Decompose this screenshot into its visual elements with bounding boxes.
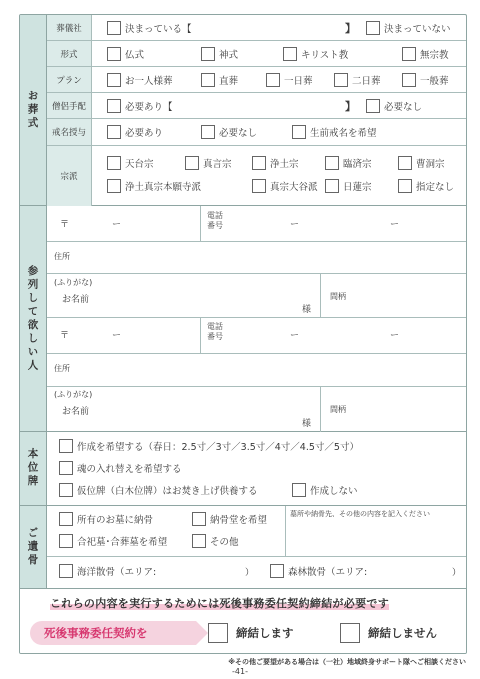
remains-forest-close: ） (452, 568, 462, 578)
attendees-section-label: 参列して欲しい人 (20, 206, 47, 431)
remains-sea-close: ） (245, 568, 255, 578)
ihai-soul-checkbox[interactable] (59, 461, 73, 475)
plan-checkbox[interactable] (402, 73, 416, 87)
phone-label: 電話番号 (207, 211, 223, 230)
sect-checkbox[interactable] (107, 179, 121, 193)
plan-checkbox[interactable] (107, 73, 121, 87)
style-option[interactable] (402, 47, 449, 61)
company-decided-checkbox[interactable] (107, 21, 121, 35)
kaimyo-option-label: 必要あり (125, 128, 164, 139)
remains-columbarium-checkbox[interactable] (192, 512, 206, 526)
company-label: 葬儀社 (47, 15, 92, 40)
sect-checkbox[interactable] (325, 156, 339, 170)
style-option[interactable] (201, 47, 238, 61)
plan-option-label: 一日葬 (284, 76, 313, 87)
sect-option-label: 指定なし (416, 182, 455, 193)
monk-needed-option[interactable] (107, 99, 173, 113)
no-sign-option[interactable] (340, 623, 437, 643)
sect-option-label: 曹洞宗 (416, 159, 445, 170)
style-checkbox[interactable] (283, 47, 297, 61)
name-label: お名前 (62, 407, 90, 417)
kaimyo-label: 戒名授与 (47, 119, 92, 145)
contract-label: 死後事務委任契約を (30, 621, 196, 645)
sect-checkbox[interactable] (185, 156, 199, 170)
furigana-label: (ふりがな) (54, 390, 93, 399)
monk-not-needed-option[interactable] (366, 99, 422, 113)
sect-option[interactable] (325, 179, 372, 193)
plan-option[interactable] (201, 73, 238, 87)
style-option-label: 神式 (219, 50, 239, 61)
phone-dash: ー (390, 331, 400, 341)
remains-note: 墓所や納骨先、その他の内容を記入ください (290, 510, 430, 518)
funeral-section-label: お葬式 (20, 15, 47, 205)
style-option-label: 仏式 (125, 50, 145, 61)
monk-label: 僧侶手配 (47, 93, 92, 118)
remains-shared-option[interactable] (59, 534, 167, 548)
form-frame (19, 14, 467, 654)
postal-dash: ー (112, 220, 122, 230)
sign-label: 締結します (236, 626, 294, 640)
sect-option-label: 天台宗 (125, 159, 154, 170)
address-label: 住所 (54, 252, 70, 261)
postal-mark: 〒 (60, 331, 70, 341)
remains-shared-checkbox[interactable] (59, 534, 73, 548)
sect-option-label: 日蓮宗 (343, 182, 372, 193)
address-label: 住所 (54, 364, 70, 373)
plan-option[interactable] (266, 73, 313, 87)
company-decided-option[interactable] (107, 21, 192, 35)
ihai-no-create-label: 作成しない (310, 486, 358, 497)
sect-option[interactable] (107, 179, 201, 193)
plan-option-label: 直葬 (219, 76, 239, 87)
remains-columbarium-option[interactable] (192, 512, 267, 526)
plan-label: プラン (47, 67, 92, 92)
kaimyo-checkbox[interactable] (201, 125, 215, 139)
page-number: -41- (232, 667, 248, 676)
company-undecided-label: 決まっていない (384, 24, 451, 35)
plan-option[interactable] (107, 73, 173, 87)
sect-option-label: 真宗大谷派 (270, 182, 318, 193)
plan-checkbox[interactable] (334, 73, 348, 87)
sect-option[interactable] (252, 179, 318, 193)
no-sign-checkbox[interactable] (340, 623, 360, 643)
phone-label: 電話番号 (207, 322, 223, 341)
remains-other-checkbox[interactable] (192, 534, 206, 548)
remains-sea-option[interactable] (59, 564, 156, 578)
kaimyo-checkbox[interactable] (292, 125, 306, 139)
ihai-create-option[interactable] (59, 439, 359, 453)
plan-checkbox[interactable] (201, 73, 215, 87)
sect-checkbox[interactable] (325, 179, 339, 193)
monk-bracket-close: 】 (345, 100, 356, 113)
sect-option-label: 真言宗 (203, 159, 232, 170)
monk-not-needed-checkbox[interactable] (366, 99, 380, 113)
kaimyo-option[interactable] (107, 125, 163, 139)
style-option-label: キリスト教 (301, 50, 349, 61)
sect-option-label: 臨済宗 (343, 159, 372, 170)
sect-option[interactable] (252, 156, 299, 170)
sign-checkbox[interactable] (208, 623, 228, 643)
ihai-temporary-option[interactable] (59, 483, 258, 497)
sect-label: 宗派 (47, 146, 92, 206)
company-decided-label: 決まっている【 (125, 24, 192, 35)
sect-option[interactable] (398, 156, 445, 170)
relation-label: 間柄 (330, 405, 346, 414)
kaimyo-option[interactable] (292, 125, 377, 139)
sama-label: 様 (302, 305, 312, 315)
monk-needed-checkbox[interactable] (107, 99, 121, 113)
furigana-label: (ふりがな) (54, 278, 93, 287)
remains-grave-label: 所有のお墓に納骨 (77, 515, 154, 526)
remains-grave-option[interactable] (59, 512, 153, 526)
ihai-soul-option[interactable] (59, 461, 182, 475)
kaimyo-checkbox[interactable] (107, 125, 121, 139)
contract-notice-text: これらの内容を実行するためには死後事務委任契約締結が必要です (50, 597, 389, 610)
phone-dash: ー (290, 220, 300, 230)
company-bracket-close: 】 (345, 22, 356, 35)
sect-option[interactable] (185, 156, 232, 170)
contract-banner (20, 589, 466, 654)
style-option-label: 無宗教 (420, 50, 449, 61)
style-option[interactable] (283, 47, 348, 61)
kaimyo-option-label: 生前戒名を希望 (310, 128, 377, 139)
relation-label: 間柄 (330, 292, 346, 301)
remains-columbarium-label: 納骨堂を希望 (210, 515, 268, 526)
sama-label: 様 (302, 419, 312, 429)
sect-option[interactable] (325, 156, 372, 170)
remains-forest-checkbox[interactable] (270, 564, 284, 578)
ihai-soul-label: 魂の入れ替えを希望する (77, 464, 182, 475)
plan-option[interactable] (402, 73, 449, 87)
plan-option[interactable] (334, 73, 381, 87)
ihai-no-create-option[interactable] (292, 483, 358, 497)
footer-note: ※その他ご要望がある場合は（一社）地域終身サポート隊へご相談ください (228, 658, 466, 666)
sect-option[interactable] (107, 156, 154, 170)
monk-not-needed-label: 必要なし (384, 102, 423, 113)
remains-section-label: ご遺骨 (20, 506, 47, 588)
plan-checkbox[interactable] (266, 73, 280, 87)
remains-forest-label: 森林散骨（エリア: (288, 567, 368, 578)
style-checkbox[interactable] (201, 47, 215, 61)
company-undecided-option[interactable] (366, 21, 451, 35)
plan-option-label: お一人様葬 (125, 76, 173, 87)
sign-option[interactable] (208, 623, 294, 643)
sect-checkbox[interactable] (398, 179, 412, 193)
remains-shared-label: 合祀墓･合葬墓を希望 (77, 537, 168, 548)
postal-dash: ー (112, 331, 122, 341)
postal-mark: 〒 (60, 220, 70, 230)
plan-option-label: 一般葬 (420, 76, 449, 87)
remains-grave-checkbox[interactable] (59, 512, 73, 526)
phone-dash: ー (290, 331, 300, 341)
sect-row (47, 146, 466, 206)
sect-checkbox[interactable] (252, 156, 266, 170)
company-undecided-checkbox[interactable] (366, 21, 380, 35)
style-label: 形式 (47, 41, 92, 66)
ihai-create-label: 作成を希望する（春日：2.5寸／3寸／3.5寸／4寸／4.5寸／5寸） (77, 442, 359, 453)
style-option[interactable] (107, 47, 144, 61)
phone-dash: ー (390, 220, 400, 230)
monk-needed-label: 必要あり【 (125, 102, 173, 113)
ihai-temporary-label: 仮位牌（白木位牌）はお焚き上げ供養する (77, 486, 258, 497)
style-checkbox[interactable] (402, 47, 416, 61)
no-sign-label: 締結しません (368, 626, 437, 640)
style-checkbox[interactable] (107, 47, 121, 61)
remains-other-option[interactable] (192, 534, 239, 548)
remains-sea-checkbox[interactable] (59, 564, 73, 578)
remains-sea-label: 海洋散骨（エリア: (77, 567, 157, 578)
remains-other-label: その他 (210, 537, 239, 548)
sect-option[interactable] (398, 179, 454, 193)
ihai-create-checkbox[interactable] (59, 439, 73, 453)
ihai-section-label: 本位牌 (20, 432, 47, 505)
name-label: お名前 (62, 295, 90, 305)
sect-checkbox[interactable] (107, 156, 121, 170)
ihai-no-create-checkbox[interactable] (292, 483, 306, 497)
kaimyo-option[interactable] (201, 125, 257, 139)
contract-notice (50, 595, 389, 611)
funeral-section (20, 15, 466, 206)
remains-forest-option[interactable] (270, 564, 367, 578)
sect-option-label: 浄土真宗本願寺派 (125, 182, 202, 193)
kaimyo-option-label: 必要なし (219, 128, 258, 139)
sect-checkbox[interactable] (398, 156, 412, 170)
plan-option-label: 二日葬 (352, 76, 381, 87)
sect-option-label: 浄土宗 (270, 159, 299, 170)
sect-checkbox[interactable] (252, 179, 266, 193)
ihai-temporary-checkbox[interactable] (59, 483, 73, 497)
